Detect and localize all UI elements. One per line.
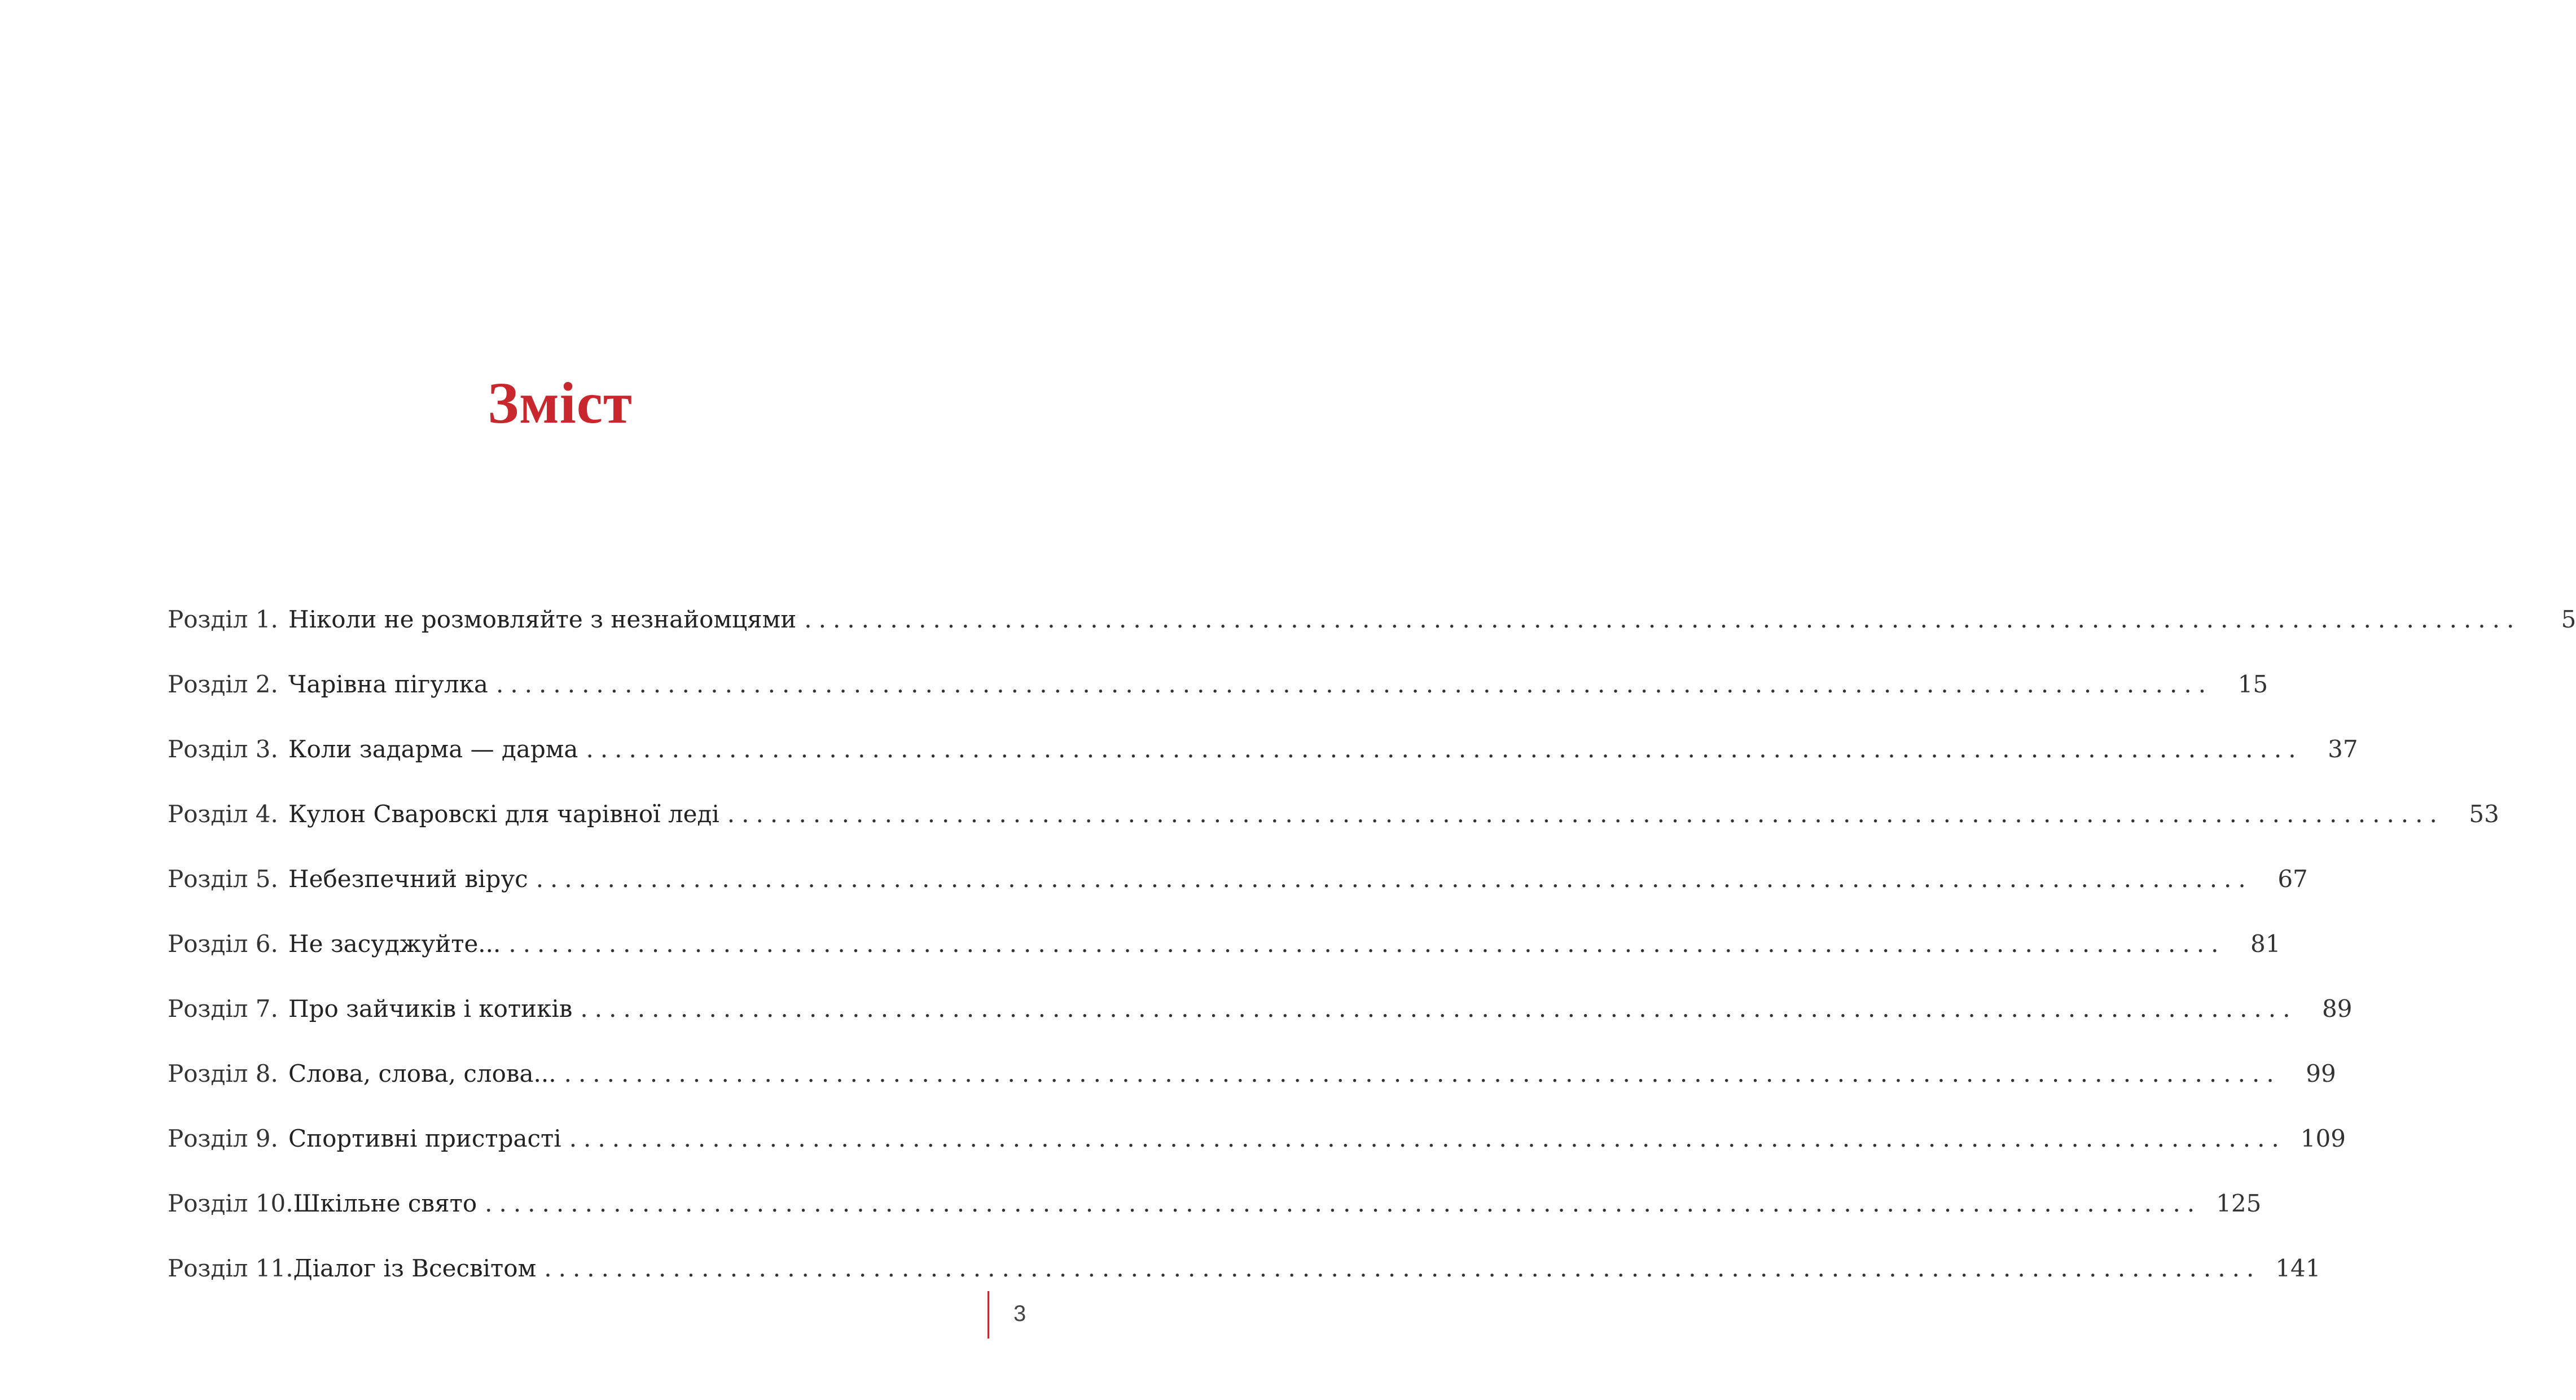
chapter-page-number: 109 <box>2300 1124 2346 1152</box>
chapter-title: Не засуджуйте... <box>288 930 508 958</box>
chapter-page-number: 99 <box>2306 1059 2336 1087</box>
dot-leader: ........................................................................................................................ <box>804 605 2521 633</box>
chapter-number: Розділ 10. <box>168 1189 293 1217</box>
dot-leader: ........................................................................................................................ <box>508 929 2226 958</box>
toc-entry <box>168 911 2281 976</box>
folio-rule <box>988 1291 989 1338</box>
toc-entry <box>168 1041 2336 1106</box>
chapter-page-number: 53 <box>2469 800 2499 828</box>
toc-entry <box>168 1106 2346 1171</box>
dot-leader: ........................................................................................................................ <box>544 1254 2261 1282</box>
dot-leader: ........................................................................................................................ <box>586 735 2303 763</box>
toc-entry <box>168 1171 2262 1236</box>
chapter-page-number: 141 <box>2275 1254 2321 1282</box>
toc-entry <box>168 846 2308 911</box>
chapter-title: Ніколи не розмовляйте з незнайомцями <box>288 605 804 634</box>
chapter-number: Розділ 4. <box>168 800 278 828</box>
toc-entry <box>168 587 2576 652</box>
dot-leader: ........................................................................................................................ <box>495 670 2213 698</box>
chapter-title: Спортивні пристрасті <box>288 1125 569 1153</box>
chapter-title: Слова, слова, слова... <box>288 1060 564 1088</box>
chapter-number: Розділ 5. <box>168 864 278 893</box>
toc-entry <box>168 782 2499 846</box>
dot-leader: ........................................................................................................................ <box>569 1124 2286 1152</box>
chapter-title: Про зайчиків і котиків <box>288 995 580 1023</box>
chapter-page-number: 81 <box>2250 929 2281 958</box>
chapter-title: Коли задарма — дарма <box>288 735 586 763</box>
toc-entry <box>168 976 2353 1041</box>
chapter-number: Розділ 1. <box>168 605 278 633</box>
page-title: Зміст <box>488 370 633 436</box>
chapter-number: Розділ 8. <box>168 1059 278 1087</box>
chapter-number: Розділ 9. <box>168 1124 278 1152</box>
chapter-number: Розділ 6. <box>168 929 278 958</box>
chapter-page-number: 5 <box>2561 605 2576 633</box>
dot-leader: ........................................................................................................................ <box>536 864 2253 893</box>
page-number: 3 <box>1013 1301 1026 1326</box>
chapter-page-number: 89 <box>2322 994 2353 1022</box>
chapter-page-number: 67 <box>2277 864 2308 893</box>
chapter-title: Чарівна пігулка <box>288 670 496 699</box>
chapter-title: Небезпечний вірус <box>288 865 536 893</box>
dot-leader: ........................................................................................................................ <box>485 1189 2202 1217</box>
chapter-page-number: 125 <box>2216 1189 2262 1217</box>
chapter-page-number: 15 <box>2237 670 2268 698</box>
toc-entry <box>168 1236 2321 1301</box>
chapter-title: Шкільне свято <box>293 1190 485 1218</box>
chapter-page-number: 37 <box>2328 735 2358 763</box>
chapter-number: Розділ 2. <box>168 670 278 698</box>
chapter-number: Розділ 11. <box>168 1254 293 1282</box>
dot-leader: ........................................................................................................................ <box>564 1059 2281 1087</box>
dot-leader: ........................................................................................................................ <box>727 800 2444 828</box>
chapter-title: Кулон Сваровскі для чарівної леді <box>288 800 727 828</box>
chapter-number: Розділ 3. <box>168 735 278 763</box>
chapter-title: Діалог із Всесвітом <box>293 1254 545 1283</box>
toc-entry <box>168 717 2358 782</box>
toc-entry <box>168 652 2268 717</box>
table-of-contents <box>168 587 2576 1301</box>
chapter-number: Розділ 7. <box>168 994 278 1022</box>
dot-leader: ........................................................................................................................ <box>580 994 2297 1022</box>
